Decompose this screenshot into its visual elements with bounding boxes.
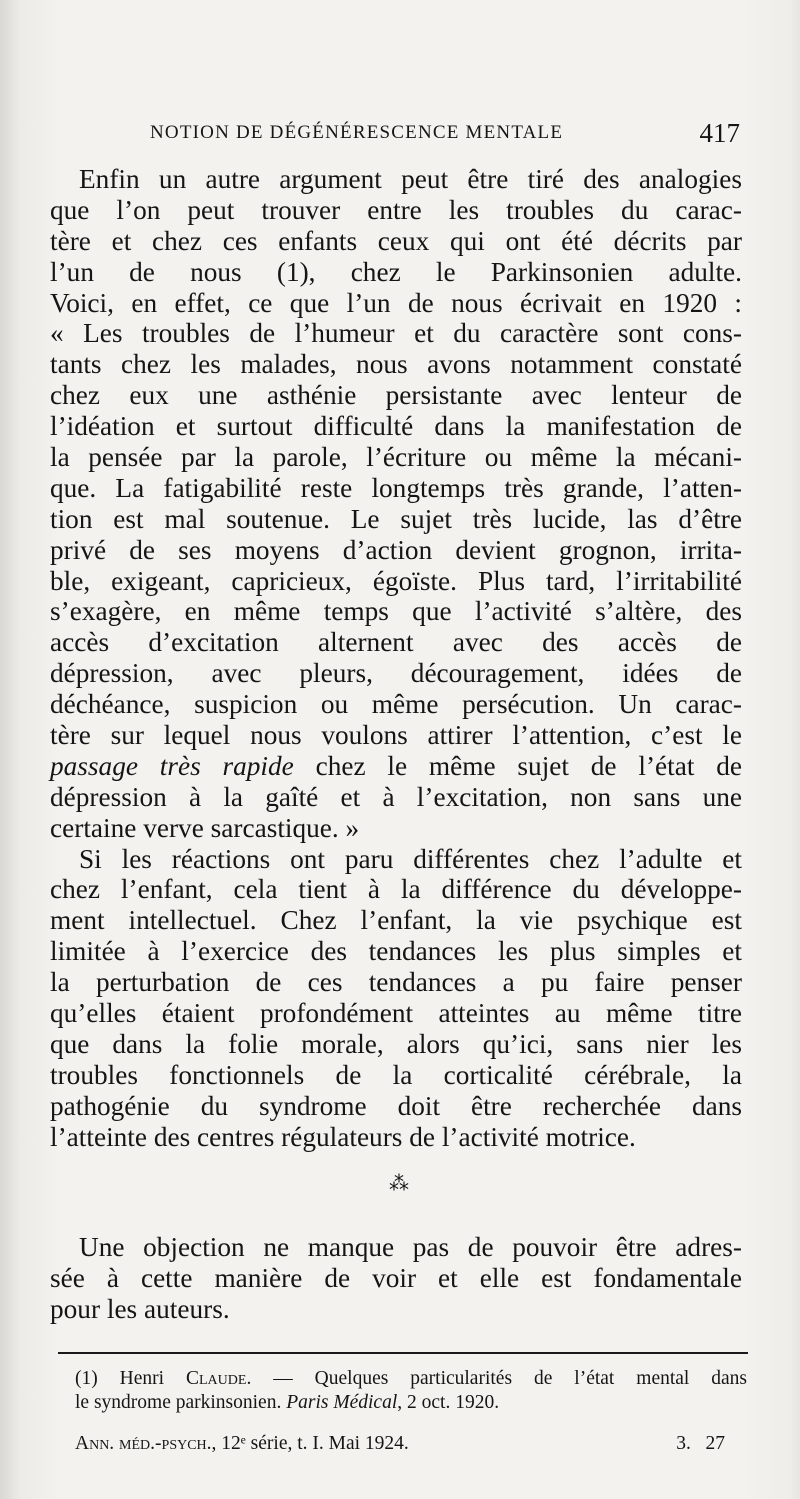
text-line: que dans la folie morale, alors qu’ici, sans nier les [50,1028,742,1059]
italic-phrase: passage très rapide [50,750,294,781]
text-line: dépression à la gaîté et à l’excitation, non sans une [50,781,742,812]
asterism: ⁂ [389,1173,409,1195]
page-header [150,118,770,152]
text-line: qu’elles étaient profondément atteintes au même titre [50,998,742,1029]
footnote-divider [58,1352,748,1354]
text-line: l’idéation et surtout difficulté dans la manifestation de [50,411,742,442]
page-number: 417 [699,118,740,148]
text-line: tants chez les malades, nous avons notamment constaté [50,349,742,380]
footer-issue: , 12ᵉ série, t. I. Mai 1924. [211,1433,409,1454]
footer-citation [75,1433,409,1455]
text-line: que. La fatigabilité reste longtemps très grande, l’atten- [50,472,742,503]
text-line: Une objection ne manque pas de pouvoir être adres- [79,1232,742,1262]
text-line: tion est mal soutenue. Le sujet très lucide, las d’être [50,503,742,534]
text-line: l’un de nous (1), chez le Parkinsonien adulte. [50,256,742,287]
page-footer [75,1433,725,1463]
footnote-line-1 [75,1367,747,1391]
text-line: « Les troubles de l’humeur et du caractère sont cons- [50,318,742,349]
text-line: sée à cette manière de voir et elle est fondamentale [50,1262,742,1293]
text-line: pour les auteurs. [50,1293,230,1324]
text-line: privé de ses moyens d’action devient grognon, irrita- [50,534,742,565]
footer-signature: 3. 27 [676,1433,725,1454]
text-line: limitée à l’exercice des tendances les plus simples et [50,936,742,967]
text-line: Si les réactions ont paru différentes chez l’adulte et [79,843,742,874]
text-line: dépression, avec pleurs, découragement, idées de [50,658,742,689]
footnote-author: Claude [186,1368,247,1389]
footnote-journal: Paris Médical [286,1392,398,1413]
running-title: NOTION DE DÉGÉNÉRESCENCE MENTALE [150,122,564,143]
text-line: déchéance, suspicion ou même persécution. Un carac- [50,689,742,720]
footnote-title: . — Quelques particularités de l’état mental dans [246,1368,748,1389]
footer-journal-abbrev: Ann. méd.-psych. [75,1433,212,1454]
text-line: tère et chez ces enfants ceux qui ont été décrits par [50,225,742,256]
text-line: ble, exigeant, capricieux, égoïste. Plus tard, l’irritabilité [50,565,742,596]
footnote-date: , 2 oct. 1920. [397,1392,500,1413]
text-line: l’atteinte des centres régulateurs de l’activité motrice. [50,1121,636,1152]
text-line-with-italic [50,751,742,782]
text-line: tère sur lequel nous voulons attirer l’attention, c’est le [50,720,742,751]
text-line: chez l’enfant, cela tient à la différence du développe- [50,874,742,905]
text-line: troubles fonctionnels de la corticalité cérébrale, la [50,1059,742,1090]
footnote-line-2 [75,1391,747,1415]
text-line: pathogénie du syndrome doit être recherchée dans [50,1090,742,1121]
text-line: accès d’excitation alternent avec des accès de [50,627,742,658]
text-line: Enfin un autre argument peut être tiré des analogies [79,164,742,194]
objection-paragraph [50,1232,742,1325]
text-line: chez eux une asthénie persistante avec lenteur de [50,380,742,411]
line-rest: chez le même sujet de l’état de [315,750,742,781]
text-line: ment intellectuel. Chez l’enfant, la vie psychique est [50,905,742,936]
footnote [75,1367,747,1415]
main-paragraphs [50,164,742,1153]
text-line: s’exagère, en même temps que l’activité s’altère, des [50,596,742,627]
text-line: la pensée par la parole, l’écriture ou même la mécani- [50,442,742,473]
footnote-prefix: (1) Henri [75,1368,186,1389]
footnote-prefix-2: le syndrome parkinsonien. [75,1392,287,1413]
text-line: Voici, en effet, ce que l’un de nous écrivait en 1920 : [50,287,742,318]
text-line: certaine verve sarcastique. » [50,812,360,843]
text-line: la perturbation de ces tendances a pu faire penser [50,967,742,998]
text-line: que l’on peut trouver entre les troubles du carac- [50,194,742,225]
